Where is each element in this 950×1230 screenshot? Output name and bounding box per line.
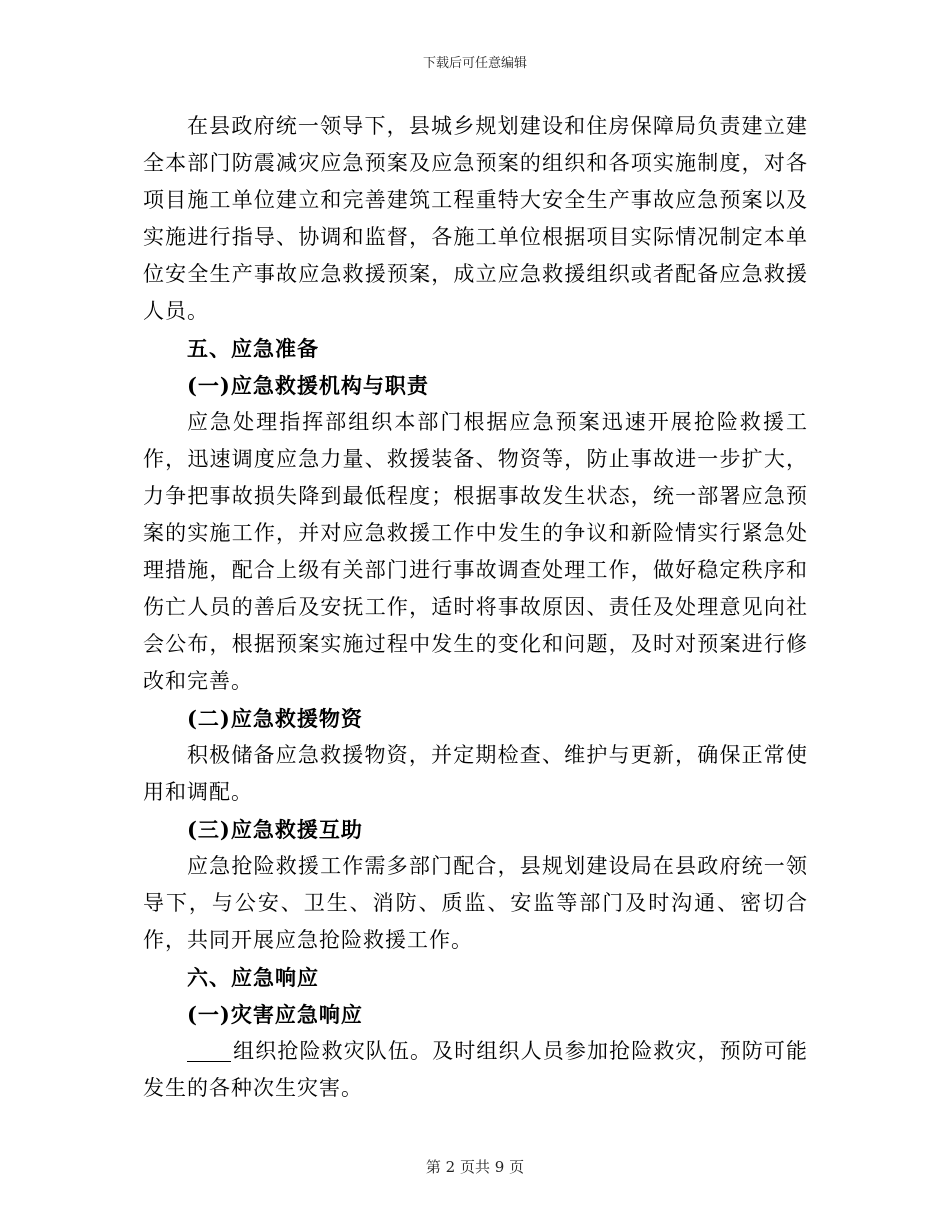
heading-emergency-response: 六、应急响应 xyxy=(187,965,319,990)
paragraph-rescue-team-text: 组织抢险救灾队伍。及时组织人员参加抢险救灾，预防可能发生的各种次生灾害。 xyxy=(143,1039,808,1100)
paragraph-command-duties: 应急处理指挥部组织本部门根据应急预案迅速开展抢险救援工作，迅速调度应急力量、救援装备、物资等，防止事故进一步扩大，力争把事故损失降到最低程度；根据事故发生状态，统一部署应急预案的实施工作，并对应急救援工作中发生的争议和新险情实行紧急处理措施，配合上级有关部门进行事故调查处理工作，做好稳定秩序和伤亡人员的善后及安抚工作，适时将事故原因、责任及处理意见向社会公布，根据预案实施过程中发生的变化和问题，及时对预案进行修改和完善。 xyxy=(143,410,808,693)
page-number: 第 2 页共 9 页 xyxy=(425,1158,525,1176)
paragraph-supplies: 积极储备应急救援物资，并定期检查、维护与更新，确保正常使用和调配。 xyxy=(143,743,808,804)
paragraph-leadership: 在县政府统一领导下，县城乡规划建设和住房保障局负责建立建全本部门防震减灾应急预案及应急预案的组织和各项实施制度，对各项目施工单位建立和完善建筑工程重特大安全生产事故应急预案以及实施进行指导、协调和监督，各施工单位根据项目实际情况制定本单位安全生产事故应急救援预案，成立应急救援组织或者配备应急救援人员。 xyxy=(143,114,808,323)
page-header: 下载后可任意编辑 xyxy=(422,56,527,71)
subheading-mutual-aid: (三)应急救援互助 xyxy=(187,817,363,842)
blank-underline xyxy=(187,1039,231,1062)
subheading-rescue-supplies: (二)应急救援物资 xyxy=(187,706,363,731)
document-body xyxy=(143,108,808,1107)
subheading-rescue-organization: (一)应急救援机构与职责 xyxy=(187,373,429,398)
paragraph-rescue-team xyxy=(143,1033,808,1107)
paragraph-mutual-aid: 应急抢险救援工作需多部门配合，县规划建设局在县政府统一领导下，与公安、卫生、消防、质监、安监等部门及时沟通、密切合作，共同开展应急抢险救援工作。 xyxy=(143,854,808,952)
subheading-disaster-response: (一)灾害应急响应 xyxy=(187,1002,363,1027)
heading-emergency-preparation: 五、应急准备 xyxy=(187,336,319,361)
